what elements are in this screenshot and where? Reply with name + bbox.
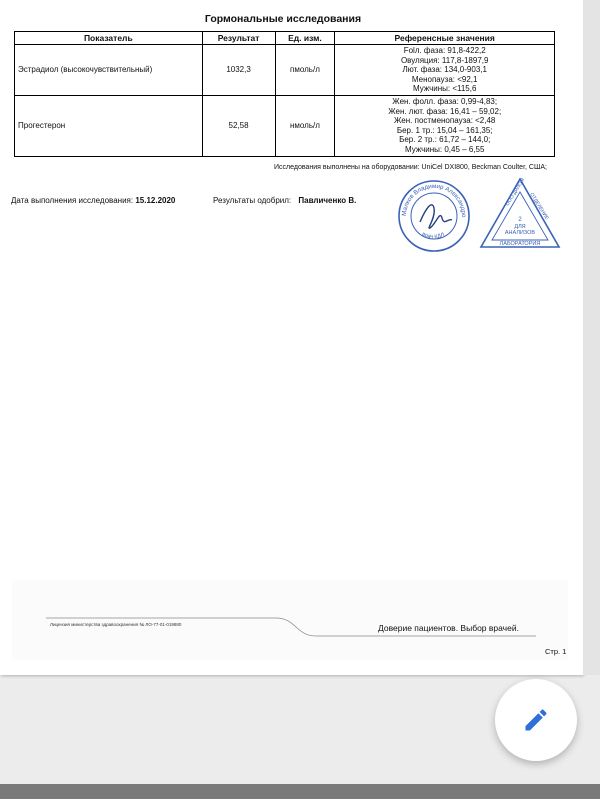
results-table	[14, 31, 555, 157]
scrollbar[interactable]	[583, 0, 600, 675]
lab-stamp	[478, 176, 562, 250]
table-row	[15, 45, 555, 96]
lab-stamp-for: ДЛЯ	[514, 224, 526, 230]
signature-icon	[420, 205, 452, 228]
reference-line: Мужчины: <115,6	[412, 84, 477, 94]
reference-line: Folл. фаза: 91,8-422,2	[403, 46, 486, 55]
lab-stamp-number: 2	[518, 217, 522, 223]
lab-stamp-bottom: ЛАБОРАТОРИЯ	[499, 241, 541, 247]
doctor-stamp-bottom: врач КДЛ	[420, 231, 446, 241]
study-date	[11, 196, 175, 205]
page-number: Стр. 1	[545, 647, 567, 656]
result-cell: 52,58	[202, 95, 275, 156]
lab-stamp-side: ОТДЕЛЕНИЕ	[528, 191, 550, 222]
approved-label: Результаты одобрил:	[213, 196, 292, 205]
reference-line: Жен. лют. фаза: 16,41 – 59,02;	[388, 106, 502, 116]
header-indicator: Показатель	[15, 32, 203, 45]
pencil-icon	[522, 706, 550, 734]
lab-stamp-top: ООО ДИЛОМ	[504, 177, 527, 208]
reference-cell	[335, 45, 555, 96]
reference-line: Мужчины: 0,45 – 6,55	[405, 144, 485, 154]
study-date-label: Дата выполнения исследования:	[11, 196, 134, 205]
reference-line: Лют. фаза: 134,0-903,1	[402, 65, 487, 75]
header-result: Результат	[202, 32, 275, 45]
system-bottom-bar	[0, 784, 600, 799]
svg-text:врач КДЛ	[421, 231, 446, 240]
document-title: Гормональные исследования	[204, 13, 362, 25]
header-unit: Ед. изм.	[275, 32, 335, 45]
equipment-note: Исследования выполнены на оборудовании: UniCel DXI800, Beckman Coulter, США;	[274, 164, 547, 171]
header-reference: Референсные значения	[335, 32, 555, 45]
reference-line: Жен. фолл. фаза: 0,99-4,83;	[392, 96, 498, 106]
footer-slogan: Доверие пациентов. Выбор врачей.	[378, 623, 519, 633]
table-header-row	[15, 32, 555, 45]
reference-line: Бер. 1 тр.: 15,04 – 161,35;	[396, 125, 493, 135]
table-row	[15, 95, 555, 156]
lab-stamp-analyses: АНАЛИЗОВ	[504, 230, 536, 236]
reference-line: Овуляция: 117,8-1897,9	[400, 55, 489, 65]
unit-cell: нмоль/л	[275, 95, 335, 156]
indicator-cell: Эстрадиол (высокочувствительный)	[15, 45, 203, 96]
edit-fab-button[interactable]	[495, 679, 577, 761]
doctor-stamp-text: Малков Владимир Александро	[400, 182, 468, 218]
approved-name: Павличенко В.	[298, 196, 357, 205]
reference-line: Жен. постменопаузa: <2,48	[394, 116, 496, 126]
license-text: Лицензия министерства здравоохранения № ЛО-77-01-019880	[50, 622, 182, 627]
unit-cell: пмоль/л	[275, 45, 335, 96]
reference-line: Менопауза: <92,1	[411, 74, 478, 84]
reference-line: Бер. 2 тр.: 61,72 – 144,0;	[399, 135, 491, 145]
doctor-stamp	[396, 178, 472, 254]
indicator-cell: Прогестерон	[15, 95, 203, 156]
result-cell: 1032,3	[202, 45, 275, 96]
reference-cell	[335, 95, 555, 156]
study-date-value: 15.12.2020	[135, 196, 176, 205]
approved-by	[213, 196, 356, 205]
